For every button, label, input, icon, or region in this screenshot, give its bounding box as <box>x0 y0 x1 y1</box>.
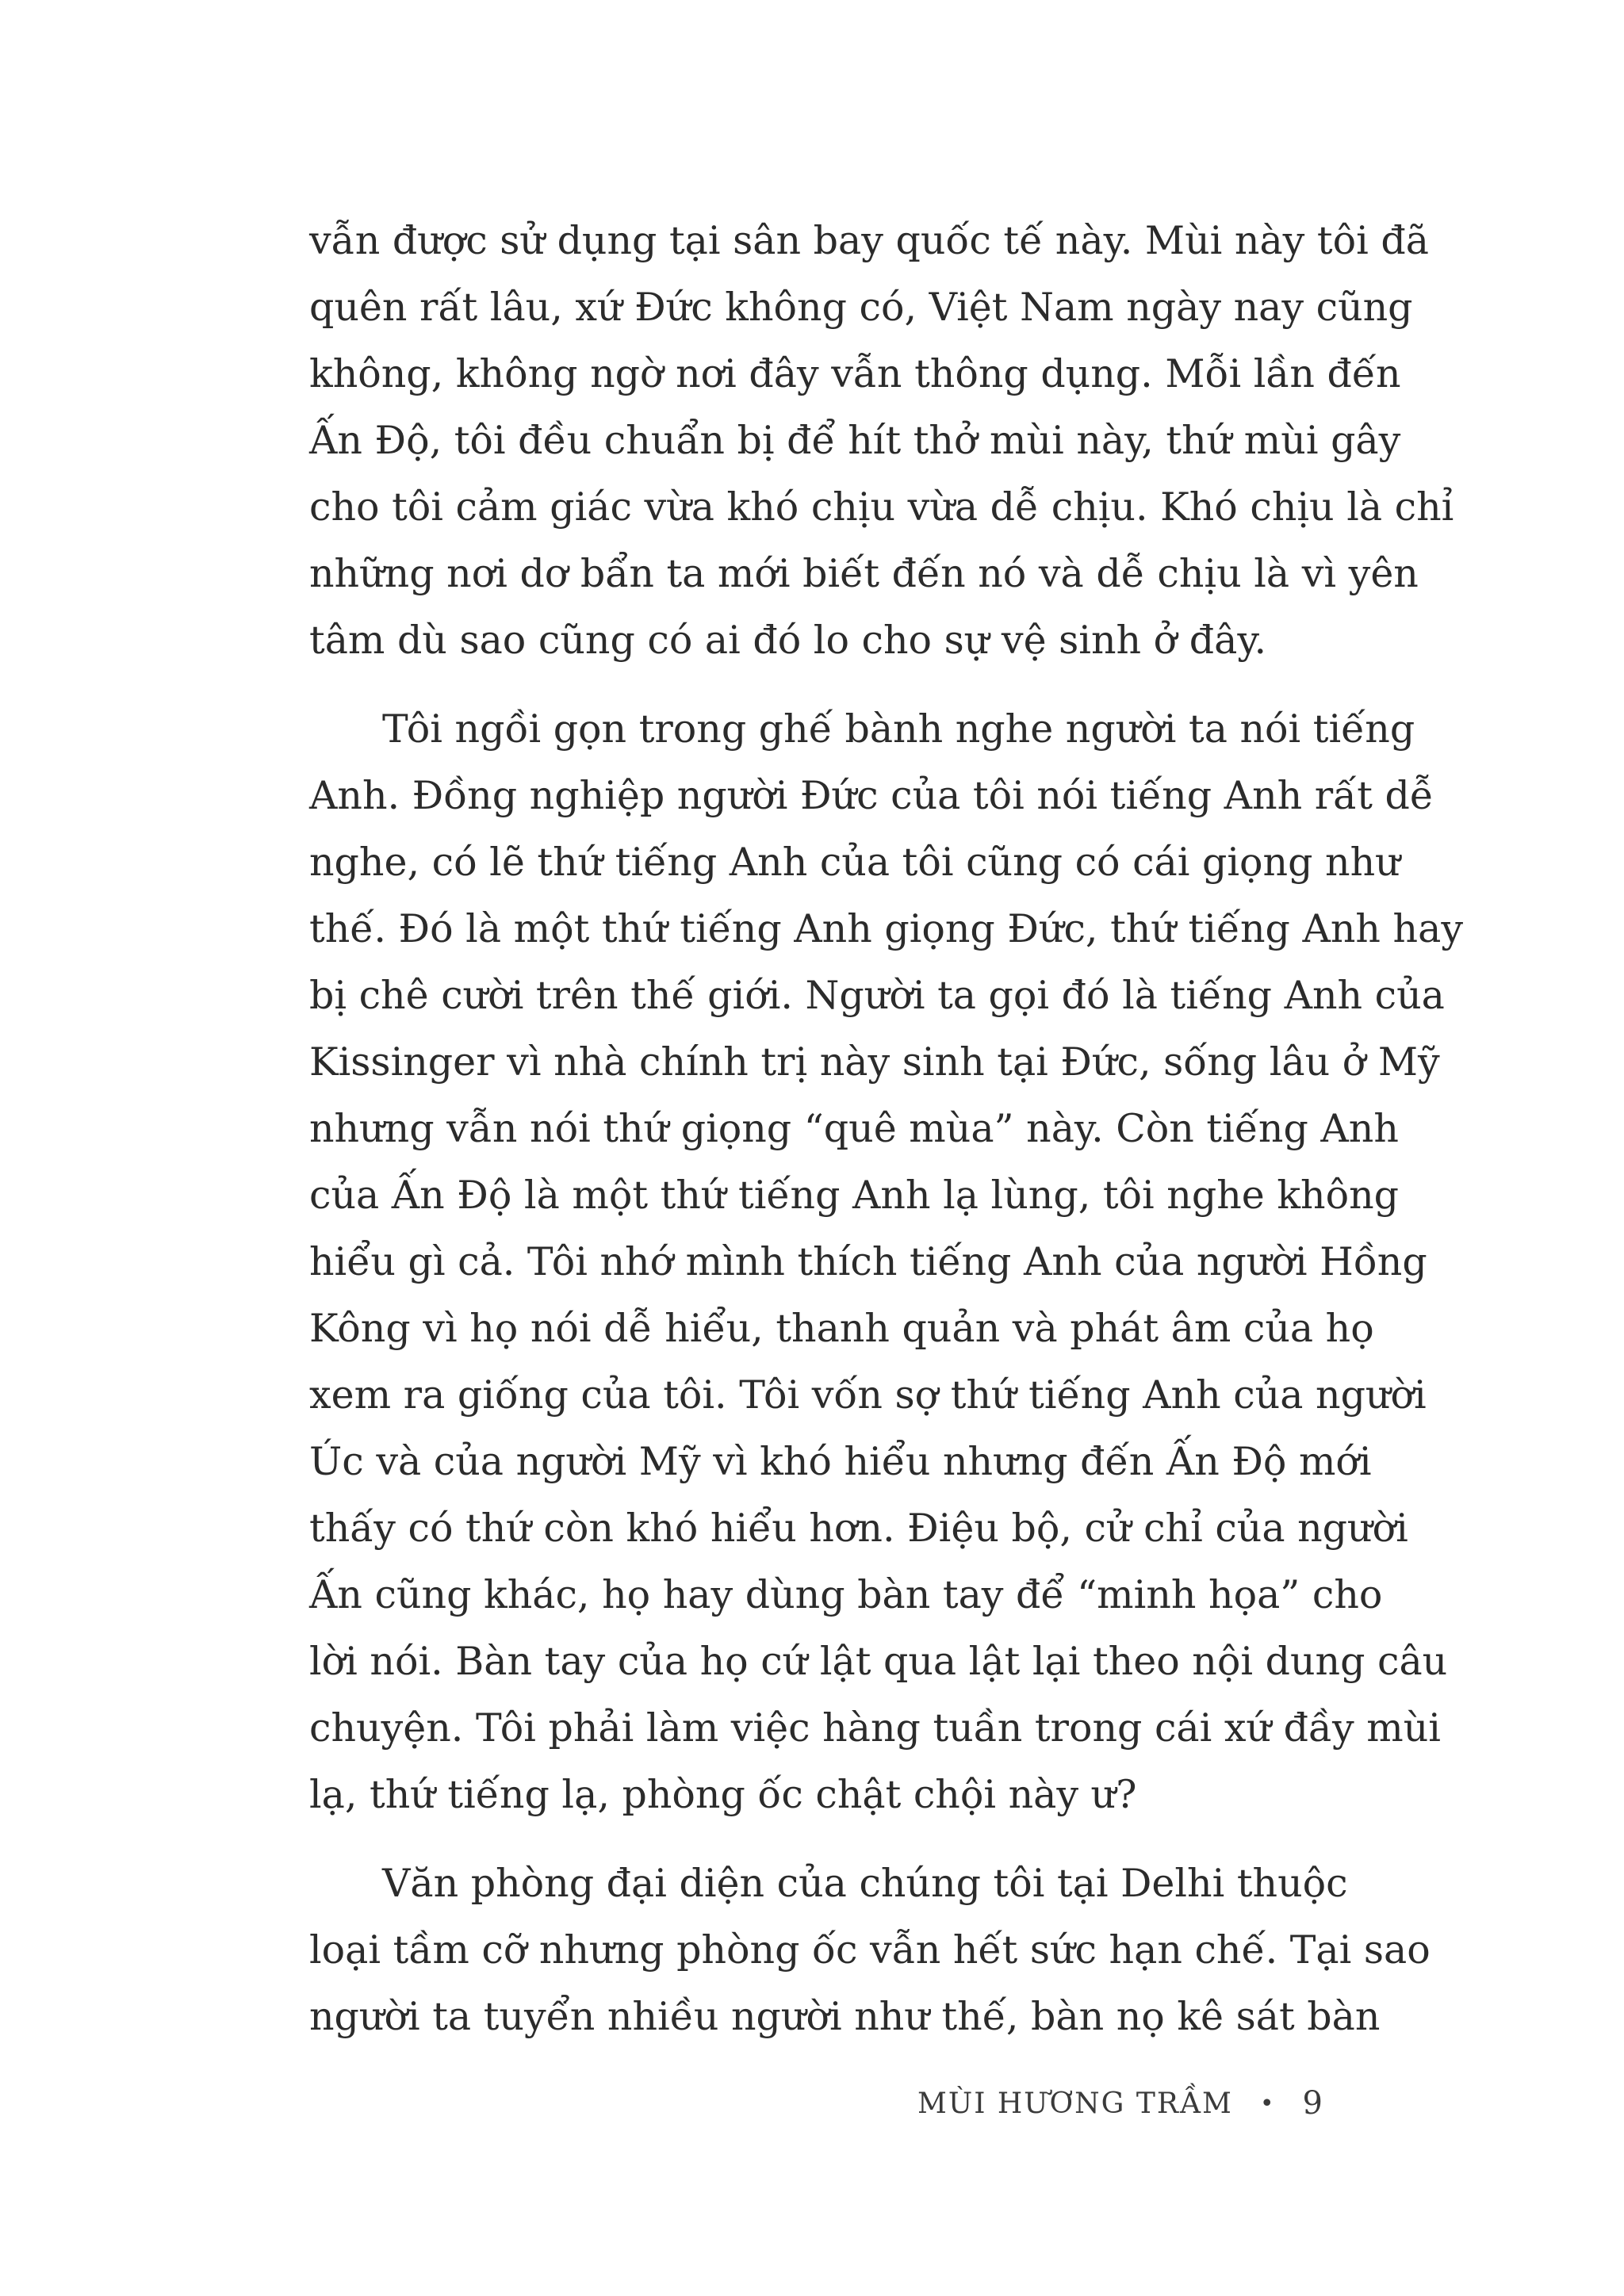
text-line: Ấn cũng khác, họ hay dùng bàn tay để “minh họa” cho <box>309 1572 1383 1617</box>
text-line: Văn phòng đại diện của chúng tôi tại Delhi thuộc <box>382 1861 1348 1906</box>
text-line: Kissinger vì nhà chính trị này sinh tại Đức, sống lâu ở Mỹ <box>309 1039 1440 1085</box>
text-line: Ấn Độ, tôi đều chuẩn bị để hít thở mùi này, thứ mùi gây <box>309 418 1401 463</box>
text-line: bị chê cười trên thế giới. Người ta gọi đó là tiếng Anh của <box>309 973 1445 1018</box>
text-line: quên rất lâu, xứ Đức không có, Việt Nam ngày nay cũng <box>309 285 1413 330</box>
text-line: tâm dù sao cũng có ai đó lo cho sự vệ sinh ở đây. <box>309 618 1267 663</box>
text-line: Úc và của người Mỹ vì khó hiểu nhưng đến Ấn Độ mới <box>309 1439 1372 1484</box>
paragraph-1 <box>309 208 1454 674</box>
text-line: những nơi dơ bẩn ta mới biết đến nó và dễ chịu là vì yên <box>309 551 1419 596</box>
text-line: chuyện. Tôi phải làm việc hàng tuần trong cái xứ đầy mùi <box>309 1705 1441 1751</box>
text-line: lời nói. Bàn tay của họ cứ lật qua lật lại theo nội dung câu <box>309 1639 1448 1684</box>
text-line: nghe, có lẽ thứ tiếng Anh của tôi cũng có cái giọng như <box>309 840 1400 885</box>
paragraph-2 <box>309 696 1463 1828</box>
text-line: xem ra giống của tôi. Tôi vốn sợ thứ tiếng Anh của người <box>309 1372 1427 1418</box>
text-line: của Ấn Độ là một thứ tiếng Anh lạ lùng, tôi nghe không <box>309 1173 1400 1218</box>
text-line: loại tầm cỡ nhưng phòng ốc vẫn hết sức hạn chế. Tại sao <box>309 1927 1431 1973</box>
text-line: Anh. Đồng nghiệp người Đức của tôi nói tiếng Anh rất dễ <box>309 773 1434 818</box>
footer-separator: • <box>1259 2089 1276 2118</box>
text-line: không, không ngờ nơi đây vẫn thông dụng. Mỗi lần đến <box>309 351 1401 396</box>
paragraph-3 <box>309 1850 1431 2050</box>
page-number: 9 <box>1302 2085 1324 2122</box>
text-line: cho tôi cảm giác vừa khó chịu vừa dễ chịu. Khó chịu là chỉ <box>309 484 1454 530</box>
text-line: vẫn được sử dụng tại sân bay quốc tế này. Mùi này tôi đã <box>309 218 1429 263</box>
page-footer <box>917 2085 1324 2122</box>
text-line: thế. Đó là một thứ tiếng Anh giọng Đức, thứ tiếng Anh hay <box>309 906 1463 951</box>
body-text <box>309 208 1463 2072</box>
running-title: MÙI HƯƠNG TRẦM <box>917 2087 1233 2120</box>
text-line: Tôi ngồi gọn trong ghế bành nghe người ta nói tiếng <box>382 706 1415 752</box>
text-line: thấy có thứ còn khó hiểu hơn. Điệu bộ, cử chỉ của người <box>309 1506 1408 1551</box>
text-line: Kông vì họ nói dễ hiểu, thanh quản và phát âm của họ <box>309 1306 1374 1351</box>
text-line: lạ, thứ tiếng lạ, phòng ốc chật chội này ư? <box>309 1772 1137 1817</box>
text-line: người ta tuyển nhiều người như thế, bàn nọ kê sát bàn <box>309 1994 1381 2039</box>
text-line: hiểu gì cả. Tôi nhớ mình thích tiếng Anh của người Hồng <box>309 1239 1427 1284</box>
text-line: nhưng vẫn nói thứ giọng “quê mùa” này. Còn tiếng Anh <box>309 1106 1399 1151</box>
